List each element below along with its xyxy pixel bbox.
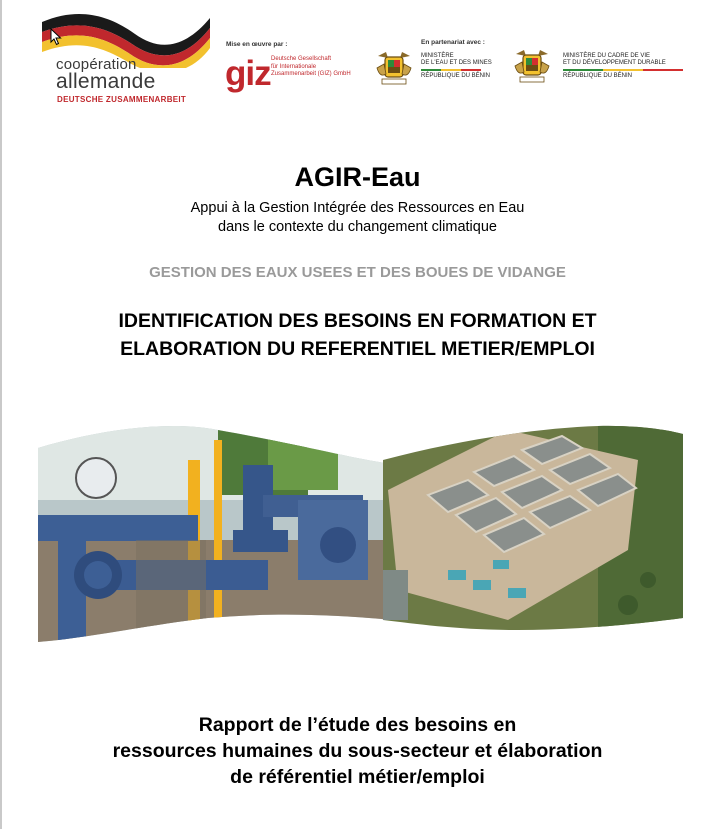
cooperation-logo-line1: coopération: [56, 56, 137, 73]
report-subtitle-line3: de référentiel métier/emploi: [230, 766, 485, 788]
cooperation-logo-line3: DEUTSCHE ZUSAMMENARBEIT: [57, 95, 187, 104]
cooperation-logo-line2: allemande: [56, 70, 156, 93]
benin-flag-bar-green-2: [563, 69, 603, 71]
giz-text-line2: für Internationale: [271, 63, 317, 70]
report-title-line1: IDENTIFICATION DES BESOINS EN FORMATION ET: [118, 310, 597, 332]
ministry-living-line2: ET DU DÉVELOPPEMENT DURABLE: [563, 60, 666, 66]
report-subtitle: [0, 712, 715, 790]
ministry-water-text: [421, 53, 492, 67]
document-title: AGIR-Eau: [294, 162, 421, 192]
giz-logo-text: [271, 56, 351, 79]
header-logos: [0, 0, 715, 110]
report-subtitle-line2: ressources humaines du sous-secteur et élaboration: [112, 740, 603, 762]
ministry-water-line1: MINISTÈRE: [421, 53, 454, 59]
benin-coat-of-arms-icon-2: [512, 46, 552, 86]
giz-logo-word: giz: [225, 54, 271, 93]
benin-flag-bar-yellow: [441, 69, 461, 71]
ministry-living-text: [563, 53, 666, 67]
ministry-water-republic: RÉPUBLIQUE DU BÉNIN: [421, 73, 491, 79]
subtitle-line1: Appui à la Gestion Intégrée des Ressources en Eau: [190, 200, 525, 216]
benin-coat-of-arms-icon: [374, 48, 414, 88]
benin-flag-bar-red-2: [643, 69, 683, 71]
ministry-water-line2: DE L'EAU ET DES MINES: [421, 60, 492, 66]
benin-flag-bar-yellow-2: [603, 69, 643, 71]
giz-text-line3: Zusammenarbeit (GIZ) GmbH: [271, 71, 351, 77]
implemented-by-caption: Mise en œuvre par :: [226, 41, 288, 48]
cooperation-allemande-logo: [40, 8, 215, 103]
benin-flag-bar-green: [421, 69, 441, 71]
aerial-plant-photo: [378, 420, 683, 650]
report-subtitle-line1: Rapport de l’étude des besoins en: [198, 714, 517, 736]
benin-flag-bar-red: [461, 69, 481, 71]
section-heading: GESTION DES EAUX USEES ET DES BOUES DE VIDANGE: [149, 264, 566, 281]
subtitle-line2: dans le contexte du changement climatique: [218, 219, 497, 235]
giz-text-line1: Deutsche Gesellschaft: [271, 56, 332, 62]
report-title-line2: ELABORATION DU REFERENTIEL METIER/EMPLOI: [120, 338, 595, 360]
ministry-living-line1: MINISTÈRE DU CADRE DE VIE: [563, 53, 651, 59]
report-title: [0, 307, 715, 363]
partnership-caption: En partenariat avec :: [421, 39, 485, 46]
page-edge: [0, 0, 2, 829]
ministry-living-republic: RÉPUBLIQUE DU BÉNIN: [563, 73, 633, 79]
document-subtitle: [0, 199, 715, 237]
pipes-photo: [38, 420, 398, 650]
photo-banner: [38, 420, 683, 650]
mouse-cursor-icon: [50, 28, 62, 46]
